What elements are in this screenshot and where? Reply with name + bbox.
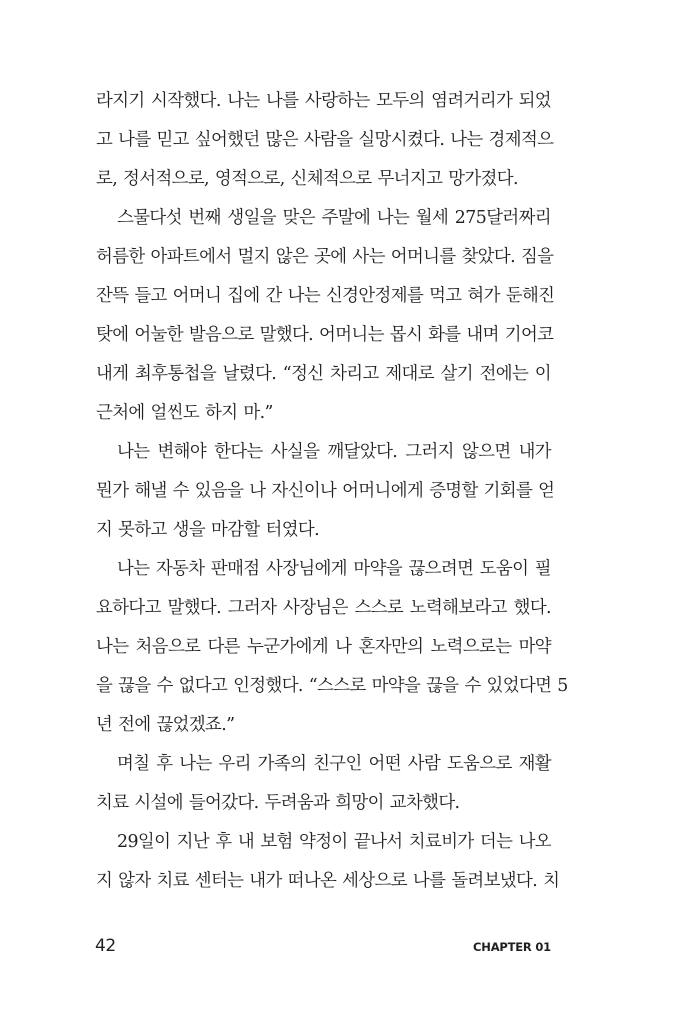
paragraph-3: [96, 433, 555, 550]
text-line: 근처에 얼씬도 하지 마.”: [96, 403, 273, 423]
paragraph-6: [96, 823, 560, 901]
text-line: 며칠 후 나는 우리 가족의 친구인 어떤 사람 도움으로 재활: [117, 754, 551, 774]
text-line: 나는 변해야 한다는 사실을 깨달았다. 그러지 않으면 내가: [117, 442, 551, 462]
paragraph-4: [96, 550, 568, 745]
text-line: 치료 시설에 들어갔다. 두려움과 희망이 교차했다.: [96, 793, 460, 813]
text-line: 지 않자 치료 센터는 내가 떠나온 세상으로 나를 돌려보냈다. 치: [96, 871, 560, 891]
text-line: 허름한 아파트에서 멀지 않은 곳에 사는 어머니를 찾았다. 짐을: [96, 247, 554, 267]
text-line: 나는 처음으로 다른 누군가에게 나 혼자만의 노력으로는 마약: [96, 637, 551, 657]
text-line: 지 못하고 생을 마감할 터였다.: [96, 520, 320, 540]
chapter-label: CHAPTER 01: [473, 940, 551, 954]
text-line: 을 끊을 수 없다고 인정했다. “스스로 마약을 끊을 수 있었다면 5: [96, 676, 568, 696]
text-line: 뭔가 해낼 수 있음을 나 자신이나 어머니에게 증명할 기회를 얻: [96, 481, 555, 501]
text-line: 29일이 지난 후 내 보험 약정이 끝나서 치료비가 더는 나오: [117, 832, 551, 852]
text-line: 내게 최후통첩을 날렸다. “정신 차리고 제대로 살기 전에는 이: [96, 364, 551, 384]
text-line: 잔뜩 들고 어머니 집에 간 나는 신경안정제를 먹고 혀가 둔해진: [96, 286, 555, 306]
text-line: 요하다고 말했다. 그러자 사장님은 스스로 노력해보라고 했다.: [96, 598, 551, 618]
body-text: [96, 82, 568, 901]
text-line: 년 전에 끊었겠죠.”: [96, 715, 235, 735]
paragraph-5: [96, 745, 551, 823]
paragraph-2: [96, 199, 555, 433]
text-line: 스물다섯 번째 생일을 맞은 주말에 나는 월세 275달러짜리: [117, 208, 551, 228]
text-line: 라지기 시작했다. 나는 나를 사랑하는 모두의 염려거리가 되었: [96, 91, 551, 111]
text-line: 고 나를 믿고 싶어했던 많은 사람을 실망시켰다. 나는 경제적으: [96, 130, 554, 150]
text-line: 탓에 어눌한 발음으로 말했다. 어머니는 몹시 화를 내며 기어코: [96, 325, 554, 345]
paragraph-1: [96, 82, 554, 199]
text-line: 로, 정서적으로, 영적으로, 신체적으로 무너지고 망가졌다.: [96, 169, 518, 189]
page-number: 42: [95, 936, 116, 956]
text-line: 나는 자동차 판매점 사장님에게 마약을 끊으려면 도움이 필: [117, 559, 551, 579]
